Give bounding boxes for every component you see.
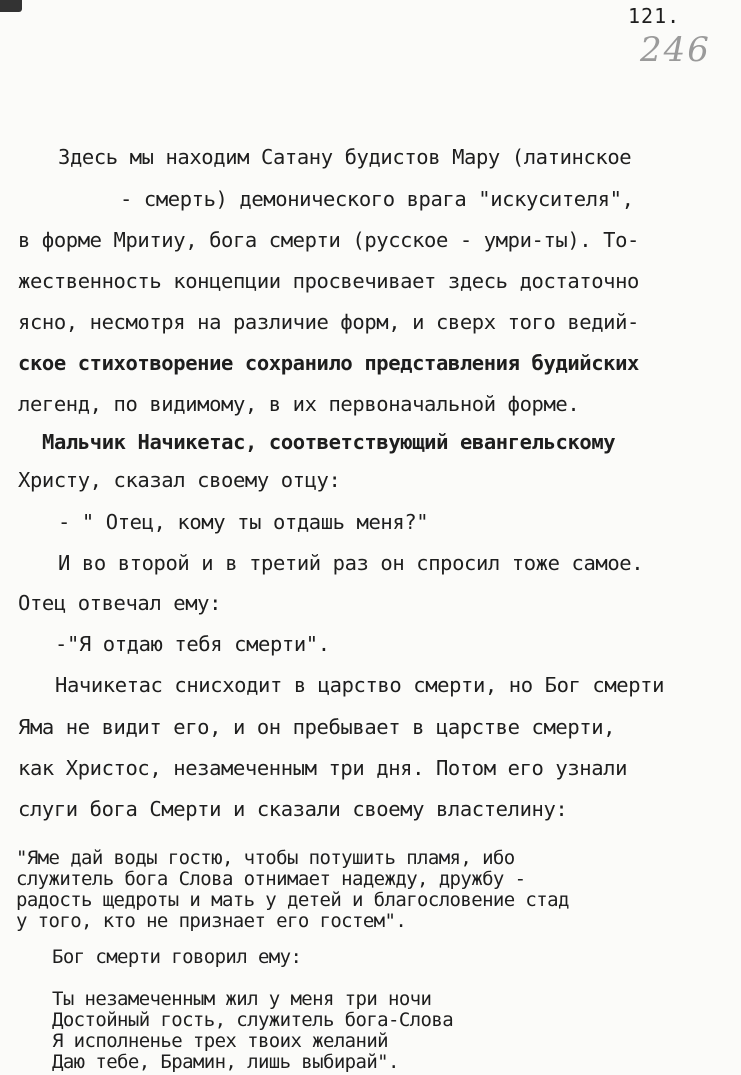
quote-line: радость щедроты и мать у детей и благословение стад bbox=[16, 889, 569, 911]
body-line: Яма не видит его, и он пребывает в царстве смерти, bbox=[18, 715, 616, 739]
body-line: жественность концепции просвечивает здесь достаточно bbox=[18, 269, 639, 293]
body-line: Начикетас снисходит в царство смерти, но Бог смерти bbox=[55, 673, 665, 697]
body-line: Христу, сказал своему отцу: bbox=[18, 468, 341, 492]
body-line: слуги бога Смерти и сказали своему властелину: bbox=[18, 797, 568, 821]
body-line: Отец отвечал ему: bbox=[18, 591, 222, 615]
body-line: в форме Мритиу, бога смерти (русское - умри-ты). То- bbox=[18, 228, 639, 252]
body-line: Мальчик Начикетас, соответствующий евангельскому bbox=[42, 430, 616, 454]
quote-line: у того, кто не признает его гостем". bbox=[16, 910, 407, 932]
quote-line: "Яме дай воды гостю, чтобы потушить пламя, ибо bbox=[16, 847, 515, 869]
dialogue-line: - " Отец, кому ты отдашь меня?" bbox=[58, 510, 429, 534]
page-number: 121. bbox=[628, 4, 681, 28]
corner-ink-mark bbox=[0, 0, 22, 12]
body-line: ское стихотворение сохранило представления будийских bbox=[18, 351, 639, 375]
verse-line: Достойный гость, служитель бога-Слова bbox=[52, 1009, 454, 1031]
body-line: Здесь мы находим Сатану будистов Мару (латинское bbox=[58, 145, 632, 169]
verse-line: Я исполненье трех твоих желаний bbox=[52, 1030, 389, 1052]
body-line: И во второй и в третий раз он спросил тоже самое. bbox=[58, 551, 644, 575]
body-line: - смерть) демонического врага "искусителя", bbox=[120, 187, 634, 211]
narration-line: Бог смерти говорил ему: bbox=[52, 946, 302, 968]
verse-line: Ты незамеченным жил у меня три ночи bbox=[52, 988, 432, 1010]
dialogue-line: -"Я отдаю тебя смерти". bbox=[55, 632, 330, 656]
verse-line: Даю тебе, Брамин, лишь выбирай". bbox=[52, 1051, 399, 1073]
handwritten-archive-number: 246 bbox=[640, 30, 711, 70]
quote-line: служитель бога Слова отнимает надежду, дружбу - bbox=[16, 868, 526, 890]
body-line: легенд, по видимому, в их первоначальной форме. bbox=[18, 392, 580, 416]
body-line: ясно, несмотря на различие форм, и сверх того ведий- bbox=[18, 310, 639, 334]
body-line: как Христос, незамеченным три дня. Потом его узнали bbox=[18, 756, 628, 780]
